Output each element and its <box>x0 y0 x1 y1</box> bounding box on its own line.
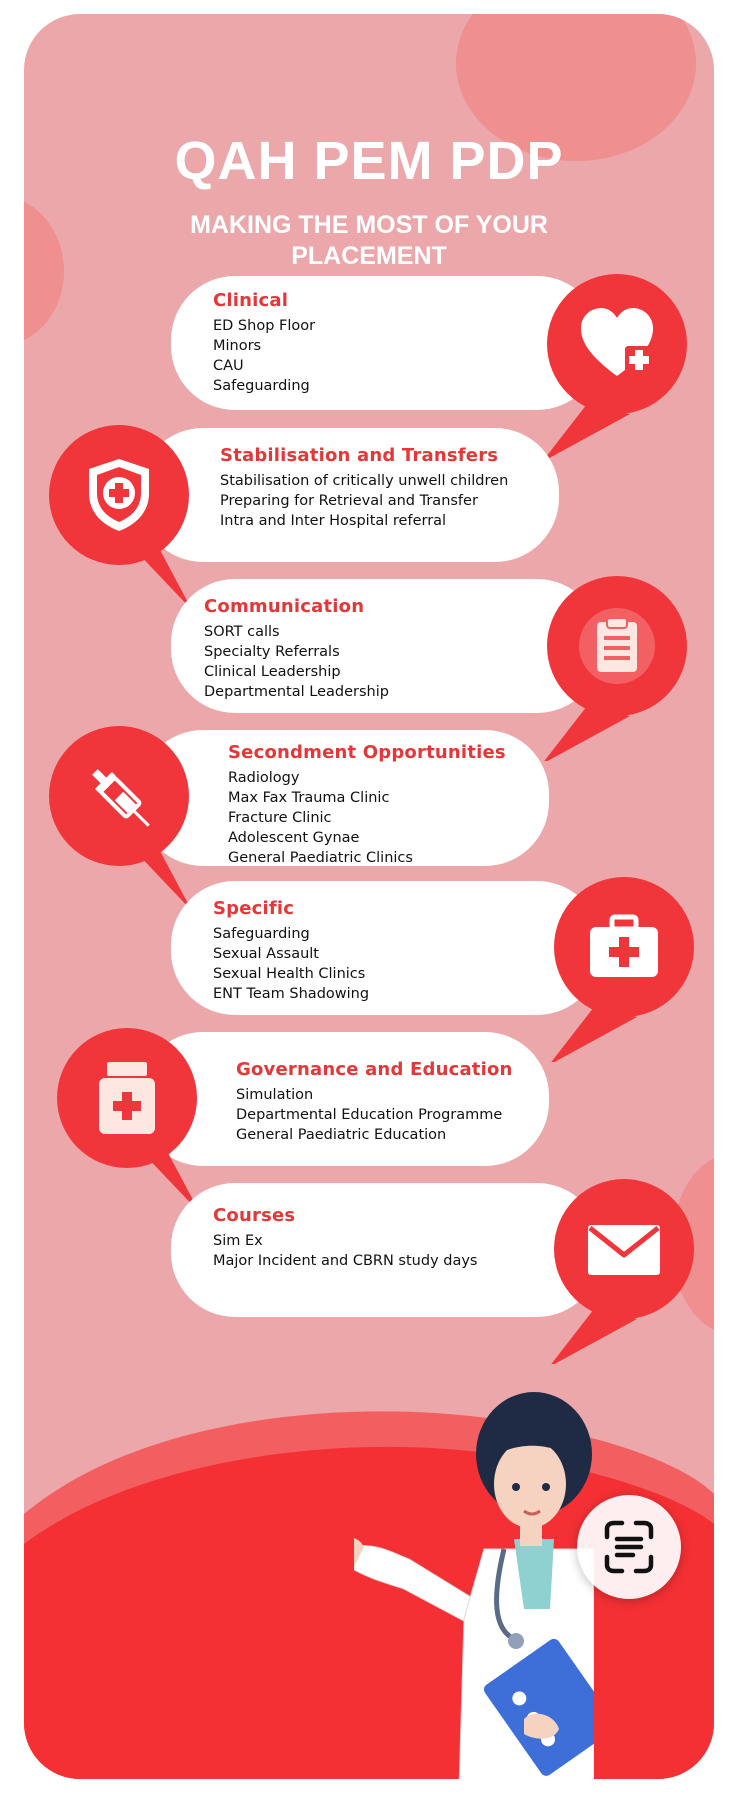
section-heading: Stabilisation and Transfers <box>220 445 499 466</box>
list-item: Sexual Health Clinics <box>213 966 366 982</box>
poster-title: QAH PEM PDP <box>174 131 564 191</box>
list-item: Stabilisation of critically unwell children <box>220 473 509 489</box>
list-item: Minors <box>213 338 262 354</box>
list-item: General Paediatric Education <box>236 1127 447 1143</box>
list-item: SORT calls <box>204 624 280 640</box>
text-scan-button[interactable] <box>577 1495 681 1599</box>
list-item: Simulation <box>236 1087 314 1103</box>
text-scan-icon <box>577 1495 681 1599</box>
list-item: Fracture Clinic <box>228 810 332 826</box>
doctor-illustration <box>354 1389 594 1779</box>
poster-subtitle: MAKING THE MOST OF YOUR PLACEMENT <box>190 211 548 270</box>
list-item: Radiology <box>228 770 300 786</box>
list-item: ED Shop Floor <box>213 318 316 334</box>
list-item: Adolescent Gynae <box>228 830 360 846</box>
list-item: CAU <box>213 358 244 374</box>
section-heading: Governance and Education <box>236 1059 513 1080</box>
list-item: Safeguarding <box>213 378 310 394</box>
list-item: ENT Team Shadowing <box>213 986 370 1002</box>
list-item: Departmental Leadership <box>204 684 389 700</box>
list-item: Max Fax Trauma Clinic <box>228 790 390 806</box>
list-item: Sim Ex <box>213 1233 263 1249</box>
list-item: Departmental Education Programme <box>236 1107 503 1123</box>
list-item: Intra and Inter Hospital referral <box>220 513 447 529</box>
list-item: General Paediatric Clinics <box>228 850 413 866</box>
section-heading: Secondment Opportunities <box>228 742 506 763</box>
list-item: Sexual Assault <box>213 946 319 962</box>
list-item: Clinical Leadership <box>204 664 341 680</box>
section-heading: Specific <box>213 898 295 919</box>
section-heading: Communication <box>204 596 365 617</box>
list-item: Preparing for Retrieval and Transfer <box>220 493 478 509</box>
section-heading: Clinical <box>213 290 289 311</box>
list-item: Major Incident and CBRN study days <box>213 1253 478 1269</box>
list-item: Safeguarding <box>213 926 310 942</box>
list-item: Specialty Referrals <box>204 644 340 660</box>
section-heading: Courses <box>213 1205 296 1226</box>
